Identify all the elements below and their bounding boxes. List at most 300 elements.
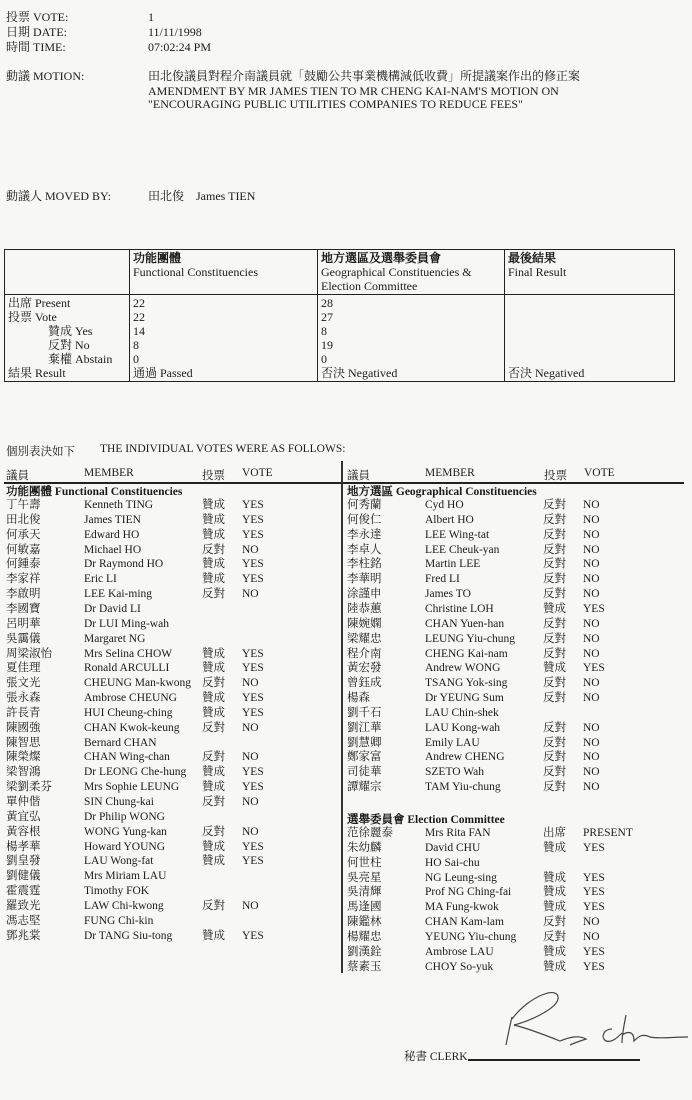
fc-no: 8 — [133, 338, 139, 352]
vote-zh: 反對 — [543, 528, 566, 541]
label-present: 出席 Present — [8, 296, 71, 310]
member-name-en: Mrs Sophie LEUNG — [84, 781, 180, 794]
vote-zh: 反對 — [202, 899, 225, 912]
signature-line — [468, 1059, 640, 1061]
member-row — [6, 691, 336, 706]
member-name-zh: 譚耀宗 — [347, 781, 382, 794]
column-divider — [341, 461, 343, 973]
member-name-en: SIN Chung-kai — [84, 796, 154, 808]
member-name-en: Kenneth TING — [84, 499, 154, 511]
vote-en: YES — [583, 960, 605, 973]
vote-en: NO — [583, 781, 600, 794]
member-name-zh: 何世柱 — [347, 856, 382, 869]
time-label: 時間 TIME: — [6, 40, 66, 54]
member-name-zh: 李永達 — [347, 528, 382, 541]
vote-en: NO — [242, 751, 259, 764]
member-name-zh: 陳榮燦 — [6, 751, 41, 764]
member-name-zh: 朱幼麟 — [347, 841, 382, 854]
vote-en: YES — [242, 573, 264, 586]
member-name-zh: 何俊仁 — [347, 513, 382, 526]
member-name-zh: 楊孝華 — [6, 840, 41, 853]
member-name-en: Andrew WONG — [425, 662, 501, 675]
motion-label: 動議 MOTION: — [6, 69, 85, 83]
member-name-en: TSANG Yok-sing — [425, 677, 508, 690]
member-name-zh: 梁智鴻 — [6, 766, 41, 779]
vote-en: NO — [583, 499, 600, 511]
vote-zh: 反對 — [202, 543, 225, 556]
vote-zh: 反對 — [543, 513, 566, 526]
member-name-en: SZETO Wah — [425, 766, 485, 779]
vote-en: YES — [242, 647, 264, 660]
functional-values — [130, 295, 318, 382]
vote-en: YES — [242, 706, 264, 719]
left-col-member-en: MEMBER — [84, 467, 134, 479]
ec-section-title: 選舉委員會 Election Committee — [347, 814, 505, 826]
member-name-en: CHEUNG Man-kwong — [84, 677, 192, 690]
vote-en: YES — [583, 901, 605, 914]
member-name-en: Christine LOH — [425, 602, 494, 615]
header-final-result — [505, 250, 675, 295]
vote-zh: 贊成 — [543, 960, 566, 973]
member-name-zh: 李柱銘 — [347, 558, 382, 571]
member-row — [6, 676, 336, 691]
member-name-en: Emily LAU — [425, 736, 480, 749]
member-name-zh: 何承天 — [6, 528, 41, 541]
vote-en: NO — [583, 528, 600, 541]
member-name-zh: 吳清輝 — [347, 886, 382, 899]
vote-zh: 贊成 — [202, 692, 225, 705]
member-name-en: CHOY So-yuk — [425, 960, 494, 973]
vote-zh: 反對 — [543, 766, 566, 779]
member-row — [347, 572, 677, 587]
vote-en: YES — [583, 945, 605, 958]
member-row — [347, 498, 677, 513]
member-name-zh: 陳智思 — [6, 736, 41, 749]
member-row — [6, 721, 336, 736]
vote-zh: 贊成 — [543, 871, 566, 884]
member-name-en: CHAN Kam-lam — [425, 916, 504, 929]
vote-zh: 反對 — [543, 751, 566, 764]
vote-zh: 反對 — [543, 736, 566, 749]
vote-zh: 贊成 — [202, 781, 225, 794]
fc-vote: 22 — [133, 310, 145, 324]
member-name-en: CHAN Yuen-han — [425, 617, 505, 630]
member-row — [347, 750, 677, 765]
member-name-zh: 范徐麗泰 — [347, 827, 393, 839]
member-name-en: Ambrose LAU — [425, 945, 494, 958]
vote-zh: 反對 — [543, 721, 566, 734]
member-name-en: Margaret NG — [84, 632, 146, 645]
member-name-en: Timothy FOK — [84, 885, 150, 898]
vote-en: YES — [242, 558, 264, 571]
member-name-en: HO Sai-chu — [425, 856, 480, 869]
vote-en: PRESENT — [583, 827, 633, 839]
member-row — [6, 765, 336, 780]
member-row — [6, 899, 336, 914]
moved-by-value: 田北俊 James TIEN — [148, 189, 256, 203]
member-row — [6, 780, 336, 795]
clerk-signature-icon — [500, 985, 690, 1055]
member-name-en: MA Fung-kwok — [425, 901, 499, 914]
vote-zh: 贊成 — [543, 945, 566, 958]
vote-en: YES — [583, 886, 605, 899]
header-functional-zh: 功能團體 — [133, 251, 182, 265]
member-row — [347, 661, 677, 676]
member-name-zh: 周梁淑怡 — [6, 647, 52, 660]
vote-en: NO — [583, 513, 600, 526]
vote-zh: 反對 — [543, 617, 566, 630]
vote-zh: 贊成 — [202, 855, 225, 868]
vote-en: NO — [583, 766, 600, 779]
vote-zh: 反對 — [202, 825, 225, 838]
left-col-vote-en: VOTE — [242, 467, 273, 479]
member-name-zh: 何鍾泰 — [6, 558, 41, 571]
member-name-en: LEE Wing-tat — [425, 528, 490, 541]
member-name-zh: 蔡素玉 — [347, 960, 382, 973]
member-name-en: Eric LI — [84, 573, 117, 586]
vote-en: YES — [242, 855, 264, 868]
member-row — [6, 840, 336, 855]
vote-en: NO — [583, 930, 600, 943]
date-label: 日期 DATE: — [6, 25, 67, 39]
header-functional — [130, 250, 318, 295]
vote-zh: 贊成 — [202, 706, 225, 719]
member-row — [347, 885, 677, 900]
label-vote: 投票 Vote — [8, 310, 57, 324]
member-row — [347, 856, 677, 871]
member-name-zh: 李家祥 — [6, 573, 41, 586]
vote-en: NO — [242, 543, 259, 556]
vote-zh: 贊成 — [202, 573, 225, 586]
right-col-member-en: MEMBER — [425, 467, 475, 479]
vote-zh: 出席 — [543, 827, 566, 839]
member-row — [6, 513, 336, 528]
vote-zh: 贊成 — [202, 662, 225, 675]
member-name-en: Prof NG Ching-fai — [425, 886, 512, 899]
member-row — [6, 706, 336, 721]
member-row — [6, 647, 336, 662]
individual-title-zh: 個別表決如下 — [6, 446, 75, 458]
member-row — [6, 587, 336, 602]
member-name-zh: 劉皇發 — [6, 855, 41, 868]
member-name-zh: 吳靄儀 — [6, 632, 41, 645]
member-name-zh: 張永森 — [6, 692, 41, 705]
member-name-zh: 李國寶 — [6, 602, 41, 615]
member-name-en: Albert HO — [425, 513, 474, 526]
member-name-zh: 陳鑑林 — [347, 916, 382, 929]
member-name-en: Dr David LI — [84, 602, 141, 615]
vote-en: YES — [583, 841, 605, 854]
member-row — [347, 960, 677, 975]
member-name-zh: 曾鈺成 — [347, 677, 382, 690]
member-name-en: Edward HO — [84, 528, 140, 541]
vote-en: YES — [242, 662, 264, 675]
vote-zh: 贊成 — [543, 841, 566, 854]
member-name-en: Dr LEONG Che-hung — [84, 766, 187, 779]
member-name-en: Dr YEUNG Sum — [425, 692, 504, 705]
vote-zh: 贊成 — [202, 840, 225, 853]
vote-zh: 贊成 — [202, 528, 225, 541]
vote-en: YES — [242, 929, 264, 942]
fc-present: 22 — [133, 296, 145, 310]
member-row — [347, 721, 677, 736]
member-name-en: WONG Yung-kan — [84, 825, 167, 838]
header-functional-en: Functional Constituencies — [133, 265, 258, 279]
member-name-en: David CHU — [425, 841, 481, 854]
member-row — [347, 557, 677, 572]
vote-en: NO — [242, 899, 259, 912]
member-name-en: James TIEN — [84, 513, 141, 526]
motion-title-en-1: AMENDMENT BY MR JAMES TIEN TO MR CHENG KAI-NAM'S MOTION ON — [148, 84, 559, 98]
right-col-vote-zh: 投票 — [544, 470, 567, 482]
vote-en: NO — [583, 721, 600, 734]
final-result: 否決 Negatived — [508, 366, 585, 380]
vote-zh: 反對 — [543, 781, 566, 794]
vote-zh: 反對 — [543, 573, 566, 586]
summary-corner-cell — [5, 250, 130, 295]
vote-en: YES — [583, 602, 605, 615]
member-name-zh: 陳婉嫻 — [347, 617, 382, 630]
gc-section-title: 地方選區 Geographical Constituencies — [347, 486, 537, 498]
left-col-member-zh: 議員 — [6, 470, 29, 482]
member-name-zh: 許長青 — [6, 706, 41, 719]
member-name-en: Ambrose CHEUNG — [84, 692, 177, 705]
member-row — [6, 854, 336, 869]
member-row — [347, 617, 677, 632]
gc-no: 19 — [321, 338, 333, 352]
vote-en: NO — [583, 617, 600, 630]
member-row — [347, 632, 677, 647]
member-row — [347, 871, 677, 886]
vote-en: YES — [242, 528, 264, 541]
member-name-zh: 楊森 — [347, 692, 370, 705]
member-row — [6, 498, 336, 513]
member-name-zh: 丁午壽 — [6, 499, 41, 511]
header-final-zh: 最後結果 — [508, 251, 557, 265]
vote-zh: 反對 — [543, 916, 566, 929]
member-name-zh: 黃容根 — [6, 825, 41, 838]
vote-zh: 反對 — [202, 721, 225, 734]
member-name-zh: 黃宜弘 — [6, 810, 41, 823]
member-name-zh: 黃宏發 — [347, 662, 382, 675]
motion-title-zh: 田北俊議員對程介南議員就「鼓勵公共事業機構減低收費」所提議案作出的修正案 — [148, 69, 581, 83]
vote-zh: 反對 — [543, 558, 566, 571]
member-row — [6, 825, 336, 840]
row-labels — [5, 295, 130, 382]
member-name-zh: 李啟明 — [6, 588, 41, 601]
vote-en: NO — [583, 692, 600, 705]
member-name-en: Michael HO — [84, 543, 142, 556]
date-value: 11/11/1998 — [148, 25, 202, 39]
member-name-en: Dr LUI Ming-wah — [84, 617, 169, 630]
member-name-en: Cyd HO — [425, 499, 464, 511]
member-row — [6, 795, 336, 810]
fc-abstain: 0 — [133, 352, 139, 366]
member-row — [6, 929, 336, 944]
vote-en: NO — [583, 916, 600, 929]
member-name-zh: 李卓人 — [347, 543, 382, 556]
member-name-zh: 劉千石 — [347, 706, 382, 719]
member-row — [347, 915, 677, 930]
header-geographical-zh: 地方選區及選舉委員會 — [321, 251, 442, 265]
member-name-en: HUI Cheung-ching — [84, 706, 173, 719]
fc-section-title: 功能團體 Functional Constituencies — [6, 486, 183, 498]
vote-number: 1 — [148, 10, 154, 24]
gc-result: 否決 Negatived — [321, 366, 398, 380]
member-row — [347, 543, 677, 558]
member-name-zh: 霍震霆 — [6, 885, 41, 898]
member-name-en: James TO — [425, 588, 471, 601]
member-name-zh: 陸恭蕙 — [347, 602, 382, 615]
member-name-zh: 單仲偕 — [6, 796, 41, 808]
vote-en: YES — [583, 662, 605, 675]
member-name-zh: 張文光 — [6, 677, 41, 690]
member-row — [6, 750, 336, 765]
gc-present: 28 — [321, 296, 333, 310]
member-name-en: Ronald ARCULLI — [84, 662, 170, 675]
member-name-zh: 劉慧卿 — [347, 736, 382, 749]
member-name-en: Dr Philip WONG — [84, 810, 165, 823]
clerk-label: 秘書 CLERK — [404, 1051, 468, 1063]
member-name-en: Bernard CHAN — [84, 736, 157, 749]
vote-summary-table — [4, 249, 675, 382]
member-name-en: CHAN Kwok-keung — [84, 721, 180, 734]
member-name-zh: 馬逢國 — [347, 901, 382, 914]
member-name-en: LEUNG Yiu-chung — [425, 632, 515, 645]
vote-en: YES — [242, 692, 264, 705]
member-name-zh: 劉江華 — [347, 721, 382, 734]
member-name-en: Mrs Miriam LAU — [84, 870, 167, 883]
member-row — [347, 930, 677, 945]
vote-en: NO — [242, 721, 259, 734]
member-name-zh: 涂謹申 — [347, 588, 382, 601]
member-name-en: CHENG Kai-nam — [425, 647, 508, 660]
member-name-en: LEE Kai-ming — [84, 588, 153, 601]
member-row — [6, 543, 336, 558]
left-col-vote-zh: 投票 — [202, 470, 225, 482]
member-name-zh: 田北俊 — [6, 513, 41, 526]
gc-vote: 27 — [321, 310, 333, 324]
vote-zh: 反對 — [543, 647, 566, 660]
final-values — [505, 295, 675, 382]
member-name-en: Fred LI — [425, 573, 460, 586]
member-name-en: TAM Yiu-chung — [425, 781, 501, 794]
vote-zh: 贊成 — [202, 766, 225, 779]
member-row — [6, 736, 336, 751]
time-value: 07:02:24 PM — [148, 40, 212, 54]
vote-en: YES — [242, 766, 264, 779]
member-row — [347, 780, 677, 795]
member-name-zh: 何秀蘭 — [347, 499, 382, 511]
vote-zh: 反對 — [543, 543, 566, 556]
member-row — [6, 884, 336, 899]
fc-yes: 14 — [133, 324, 145, 338]
member-name-zh: 何敏嘉 — [6, 543, 41, 556]
member-name-en: Andrew CHENG — [425, 751, 505, 764]
vote-zh: 贊成 — [202, 558, 225, 571]
member-name-en: LAW Chi-kwong — [84, 899, 164, 912]
label-no: 反對 No — [48, 338, 90, 352]
vote-en: NO — [583, 558, 600, 571]
vote-en: YES — [242, 840, 264, 853]
member-row — [6, 528, 336, 543]
vote-en: YES — [242, 513, 264, 526]
member-row — [6, 661, 336, 676]
member-name-en: LAU Chin-shek — [425, 706, 499, 719]
vote-zh: 反對 — [543, 930, 566, 943]
vote-en: YES — [242, 781, 264, 794]
member-name-en: LAU Wong-fat — [84, 855, 154, 868]
member-row — [6, 869, 336, 884]
vote-en: NO — [583, 751, 600, 764]
member-row — [347, 691, 677, 706]
vote-en: NO — [242, 677, 259, 690]
member-row — [347, 900, 677, 915]
vote-zh: 贊成 — [202, 513, 225, 526]
vote-zh: 贊成 — [543, 602, 566, 615]
member-row — [347, 706, 677, 721]
moved-by-label: 動議人 MOVED BY: — [6, 189, 111, 203]
member-row — [347, 513, 677, 528]
vote-zh: 反對 — [202, 677, 225, 690]
vote-zh: 反對 — [543, 588, 566, 601]
vote-en: YES — [242, 499, 264, 511]
member-name-en: Dr TANG Siu-tong — [84, 929, 173, 942]
member-row — [6, 617, 336, 632]
member-name-zh: 劉健儀 — [6, 870, 41, 883]
member-name-zh: 鄧兆棠 — [6, 929, 41, 942]
vote-zh: 贊成 — [543, 662, 566, 675]
vote-en: NO — [583, 736, 600, 749]
member-row — [347, 587, 677, 602]
vote-en: NO — [583, 632, 600, 645]
member-row — [6, 914, 336, 929]
vote-en: NO — [583, 588, 600, 601]
member-name-en: Mrs Rita FAN — [425, 827, 491, 839]
member-name-zh: 梁劉柔芬 — [6, 781, 52, 794]
vote-zh: 反對 — [202, 588, 225, 601]
vote-en: NO — [242, 588, 259, 601]
label-yes: 贊成 Yes — [48, 324, 93, 338]
gc-abstain: 0 — [321, 352, 327, 366]
member-row — [347, 945, 677, 960]
vote-zh: 反對 — [543, 499, 566, 511]
label-abstain: 棄權 Abstain — [48, 352, 113, 366]
vote-zh: 反對 — [543, 692, 566, 705]
vote-zh: 贊成 — [202, 929, 225, 942]
vote-zh: 反對 — [202, 751, 225, 764]
vote-en: NO — [583, 543, 600, 556]
vote-en: NO — [242, 796, 259, 808]
vote-zh: 贊成 — [202, 647, 225, 660]
right-col-vote-en: VOTE — [584, 467, 615, 479]
member-name-en: LEE Cheuk-yan — [425, 543, 500, 556]
member-name-zh: 劉漢銓 — [347, 945, 382, 958]
vote-en: NO — [583, 573, 600, 586]
right-col-member-zh: 議員 — [347, 470, 370, 482]
member-name-en: FUNG Chi-kin — [84, 914, 154, 927]
member-name-zh: 呂明華 — [6, 617, 41, 630]
member-row — [6, 632, 336, 647]
member-row — [347, 602, 677, 617]
individual-title-en: THE INDIVIDUAL VOTES WERE AS FOLLOWS: — [100, 443, 346, 455]
vote-label: 投票 VOTE: — [6, 10, 69, 24]
member-name-zh: 羅致光 — [6, 899, 41, 912]
member-name-zh: 馮志堅 — [6, 914, 41, 927]
geographical-values — [318, 295, 505, 382]
member-row — [347, 826, 677, 841]
member-name-zh: 鄭家富 — [347, 751, 382, 764]
